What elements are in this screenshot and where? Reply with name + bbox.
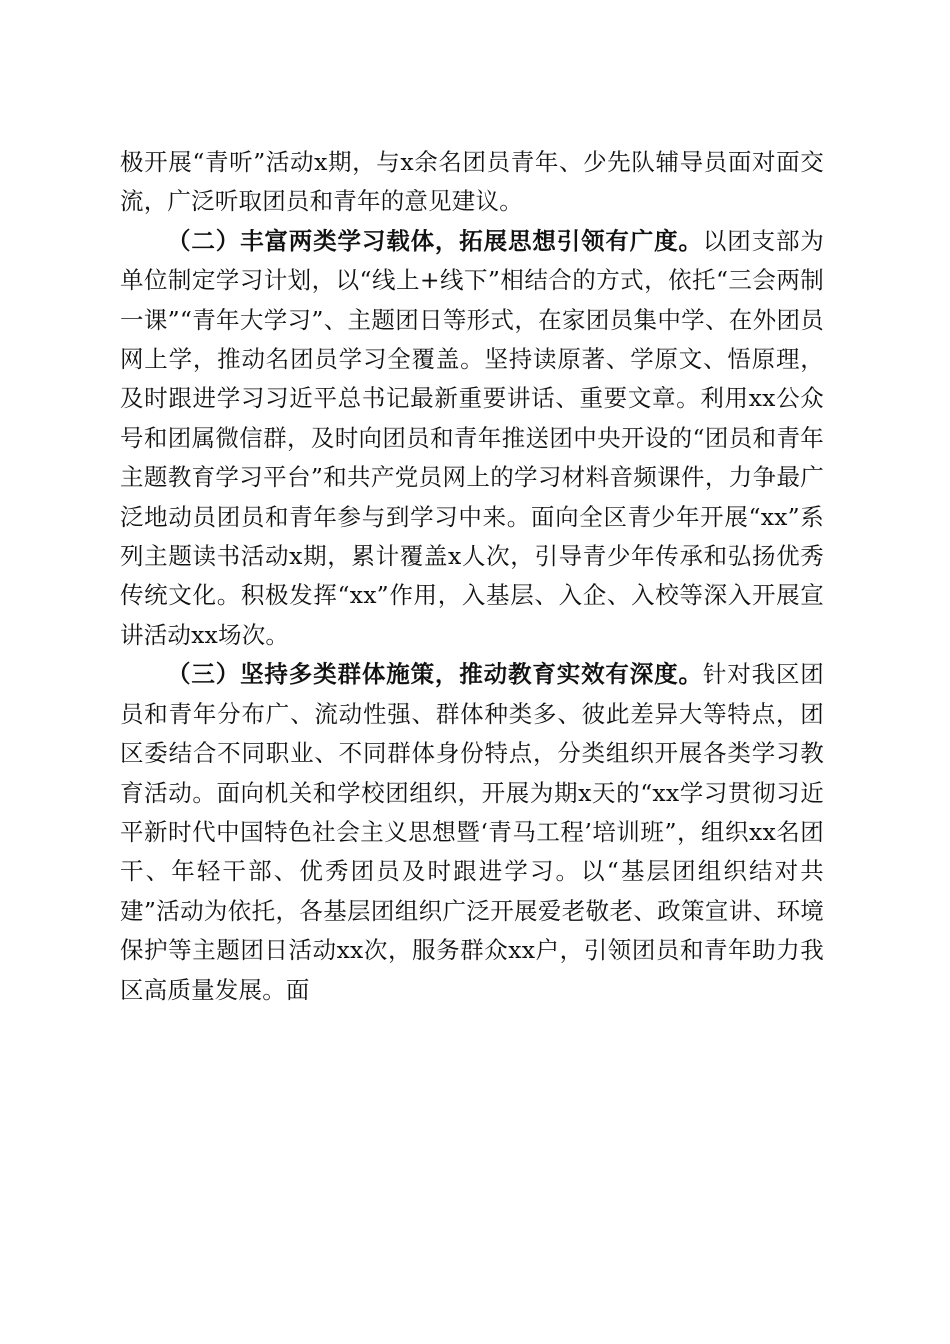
paragraph-2 [120,222,824,655]
document-body [120,143,824,1010]
paragraph-1-body: 极开展“青听”活动x期，与x余名团员青年、少先队辅导员面对面交流，广泛听取团员和青年的意见建议。 [120,148,824,216]
paragraph-1 [120,143,824,222]
paragraph-2-body: 以团支部为单位制定学习计划，以“线上+线下”相结合的方式，依托“三会两制一课”“青年大学习”、主题团日等形式，在家团员集中学、在外团员网上学，推动名团员学习全覆盖。坚持读原著、学原文、悟原理，及时跟进学习习近平总书记最新重要讲话、重要文章。利用xx公众号和团属微信群，及时向团员和青年推送团中央开设的“团员和青年主题教育学习平台”和共产党员网上的学习材料音频课件，力争最广泛地动员团员和青年参与到学习中来。面向全区青少年开展“xx”系列主题读书活动x期，累计覆盖x人次，引导青少年传承和弘扬优秀传统文化。积极发挥“xx”作用，入基层、入企、入校等深入开展宣讲活动xx场次。 [120,226,825,649]
paragraph-3-heading: （三）坚持多类群体施策，推动教育实效有深度。 [167,660,703,689]
paragraph-2-heading: （二）丰富两类学习载体，拓展思想引领有广度。 [167,226,703,255]
paragraph-3 [120,655,824,1010]
paragraph-3-body: 针对我区团员和青年分布广、流动性强、群体种类多、彼此差异大等特点，团区委结合不同职业、不同群体身份特点，分类组织开展各类学习教育活动。面向机关和学校团组织，开展为期x天的“xx学习贯彻习近平新时代中国特色社会主义思想暨‘青马工程’培训班”，组织xx名团干、年轻干部、优秀团员及时跟进学习。以“基层团组织结对共建”活动为依托，各基层团组织广泛开展爱老敬老、政策宣讲、环境保护等主题团日活动xx次，服务群众xx户，引领团员和青年助力我区高质量发展。面 [120,660,825,1004]
